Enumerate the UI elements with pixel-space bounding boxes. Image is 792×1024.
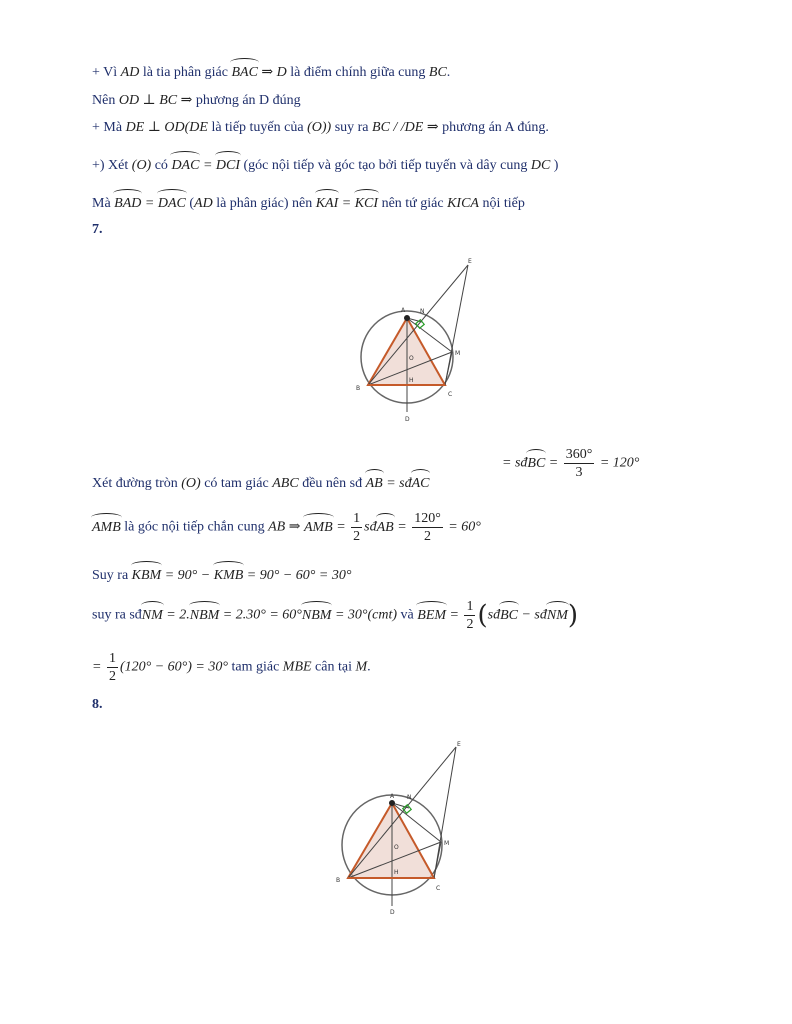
point-a <box>404 315 410 321</box>
math: = <box>548 455 559 471</box>
text: +) Xét <box>92 158 132 173</box>
label-d: D <box>405 416 410 423</box>
problem-number-8: 8. <box>92 697 103 712</box>
arc: BC <box>527 455 546 471</box>
geometry-figure-8 <box>330 735 470 920</box>
math: KICA <box>447 196 479 211</box>
denominator: 2 <box>423 529 431 544</box>
label-o: O <box>394 844 399 851</box>
segment-ce <box>445 265 468 385</box>
text-line-7 <box>92 474 429 492</box>
math: = 90° − 60° = 30° <box>246 568 352 583</box>
math: (O)) <box>307 120 332 135</box>
angle: DCI <box>215 158 241 173</box>
math: BC <box>428 65 447 80</box>
text: phương án A đúng. <box>438 120 549 135</box>
text: ) <box>553 158 559 173</box>
math: sđ <box>487 607 501 623</box>
label-h: H <box>409 377 414 384</box>
math: M <box>355 659 368 675</box>
text-line-9 <box>92 566 351 584</box>
denominator: 2 <box>353 529 361 544</box>
text: và <box>397 607 418 623</box>
problem-number-7: 7. <box>92 222 103 237</box>
math: sđ <box>364 519 377 535</box>
text: cân tại <box>311 659 356 675</box>
math: AD <box>120 65 140 80</box>
math: − sđ <box>517 607 547 623</box>
math: = <box>336 519 346 535</box>
text-line-5 <box>92 194 525 212</box>
denominator: 2 <box>108 669 116 684</box>
denominator: 2 <box>466 617 474 632</box>
arc: NM <box>141 607 163 623</box>
angle: BAC <box>231 65 258 80</box>
text: có <box>151 158 172 173</box>
label-e: E <box>457 741 461 748</box>
figure-shapes <box>342 747 456 906</box>
math: = <box>449 607 459 623</box>
math: = <box>144 196 155 211</box>
text: đều nên sđ <box>298 476 366 491</box>
arc: AB <box>376 519 394 535</box>
text: . <box>446 65 451 80</box>
math: (O) <box>181 476 201 491</box>
label-c: C <box>436 885 441 892</box>
math: = 120° <box>599 455 640 471</box>
text: Xét đường tròn <box>92 476 182 491</box>
numerator: 1 <box>108 651 116 666</box>
angle: KAI <box>315 196 339 211</box>
math: = sđ <box>502 455 528 471</box>
label-d: D <box>390 909 395 916</box>
fraction <box>107 650 118 685</box>
numerator: 1 <box>466 599 474 614</box>
label-b: B <box>356 385 361 392</box>
label-m: M <box>455 350 461 357</box>
text-line-1 <box>92 63 450 81</box>
text: + Mà <box>92 120 126 135</box>
label-b: B <box>336 877 341 884</box>
angle: BEM <box>417 607 447 623</box>
label-c: C <box>448 391 453 398</box>
angle: DAC <box>171 158 200 173</box>
text: là tiếp tuyến của <box>207 120 308 135</box>
paren-right: ) <box>567 600 579 631</box>
text-line-11 <box>92 650 371 685</box>
math: = sđ <box>382 476 412 491</box>
arc: BC <box>500 607 518 623</box>
triangle-abc <box>348 803 434 878</box>
text: Mà <box>92 196 115 211</box>
math: D <box>276 65 287 80</box>
math: = 2.30° = 60° <box>222 607 302 623</box>
math: DE ⊥ OD(DE <box>125 120 208 135</box>
text: Nên <box>92 93 119 108</box>
text: suy ra sđ <box>92 607 142 623</box>
math: DC <box>530 158 551 173</box>
math: = 60° <box>448 519 481 535</box>
text: nên tứ giác <box>378 196 448 211</box>
math: AB ⇒ <box>268 519 301 535</box>
angle: KMB <box>213 568 244 583</box>
label-h: H <box>394 869 399 876</box>
math: ABC <box>272 476 299 491</box>
angle: NBM <box>301 607 332 623</box>
geometry-figure-7 <box>350 255 480 425</box>
math: ⇒ <box>261 65 274 80</box>
math: = <box>397 519 407 535</box>
numerator: 1 <box>353 511 361 526</box>
fraction <box>351 510 362 545</box>
text-line-3 <box>92 119 549 136</box>
text: phương án D đúng <box>192 93 301 108</box>
text-line-8 <box>92 510 481 545</box>
angle: BAD <box>114 196 142 211</box>
label-m: M <box>444 840 450 847</box>
label-a: A <box>390 793 395 800</box>
text-line-6 <box>502 446 639 481</box>
denominator: 3 <box>575 465 583 480</box>
figure-shapes <box>361 265 468 412</box>
text: ( <box>185 196 195 211</box>
angle: DAC <box>157 196 186 211</box>
math: AD <box>194 196 213 211</box>
label-n: N <box>407 794 412 801</box>
text: suy ra <box>331 120 373 135</box>
text: tam giác <box>227 659 283 675</box>
fraction <box>564 446 595 481</box>
math: = 30°(cmt) <box>334 607 398 623</box>
label-o: O <box>409 355 414 362</box>
math: MBE <box>282 659 312 675</box>
text: + Vì <box>92 65 121 80</box>
paren-left: ( <box>477 600 488 631</box>
numerator: 360° <box>565 447 593 462</box>
math: (120° − 60°) = 30° <box>119 659 228 675</box>
angle: NBM <box>189 607 220 623</box>
text-line-10 <box>92 598 578 633</box>
text: nội tiếp <box>478 196 525 211</box>
text: . <box>367 659 371 675</box>
angle: KCI <box>354 196 379 211</box>
text: là phân giác) nên <box>212 196 316 211</box>
text: là tia phân giác <box>139 65 232 80</box>
point-a <box>389 800 395 806</box>
math: = <box>92 659 102 675</box>
fraction <box>464 598 475 633</box>
text: là góc nội tiếp chắn cung <box>120 519 269 535</box>
label-e: E <box>468 258 472 265</box>
label-a: A <box>401 307 406 314</box>
text: Suy ra <box>92 568 132 583</box>
label-n: N <box>420 308 425 315</box>
segment-ce <box>434 747 456 878</box>
math: BC / /DE ⇒ <box>372 120 439 135</box>
arc: NM <box>546 607 568 623</box>
fraction <box>412 510 443 545</box>
math: = 90° − <box>164 568 211 583</box>
angle: AMB <box>92 519 121 535</box>
text-line-2 <box>92 92 301 109</box>
math: = <box>341 196 352 211</box>
math: = 2. <box>166 607 190 623</box>
math: OD ⊥ BC ⇒ <box>118 93 193 108</box>
text: (góc nội tiếp và góc tạo bởi tiếp tuyến và dây cung <box>240 158 531 173</box>
angle: AMB <box>303 519 333 535</box>
arc: AC <box>411 476 430 491</box>
angle: KBM <box>131 568 162 583</box>
math: (O) <box>131 158 152 173</box>
arc: AB <box>365 476 383 491</box>
text: là điểm chính giữa cung <box>286 65 429 80</box>
text-line-4 <box>92 156 558 174</box>
text: có tam giác <box>200 476 273 491</box>
numerator: 120° <box>414 511 441 526</box>
math: = <box>202 158 213 173</box>
